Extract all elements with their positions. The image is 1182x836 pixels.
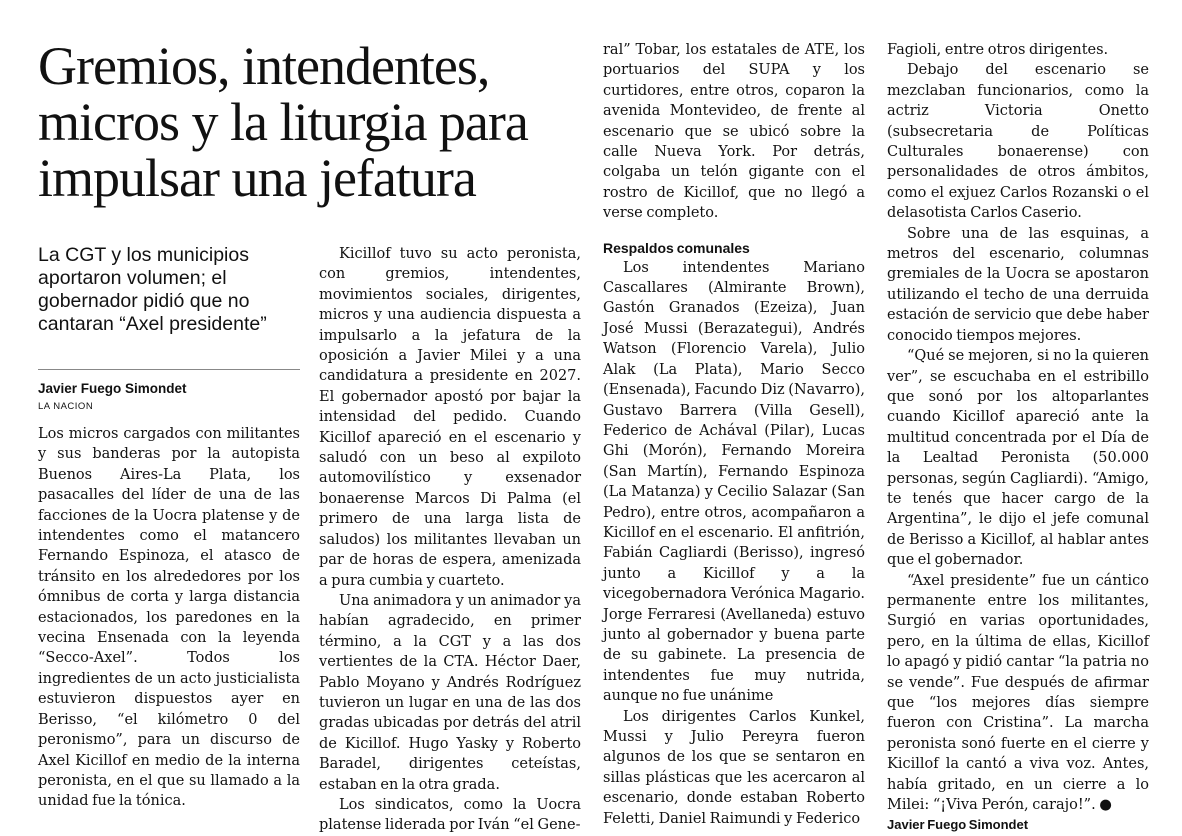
paragraph: “Qué se mejoren, si no la quieren ver”, se escuchaba en el estribillo que sonó por los altoparlantes cuando Kicillof apareció ante la multitud concentrada por el Día de la Lealtad Peronista (50.000 personas, según Cagliardi). “Amigo, te tenés que hacer cargo de la Argentina”, le dijo el jefe comunal de Berisso a Kicillof, al hablar antes que el gobernador. [887,348,1149,569]
agency-label: LA NACION [38,401,94,412]
divider [38,369,300,370]
subheading: Respaldos comunales [603,239,750,256]
paragraph: Los intendentes Mariano Cascallares (Almirante Brown), Gastón Granados (Ezeiza), Juan José Mussi (Berazategui), Andrés Watson (Florencio Varela), Julio Alak (La Plata), Mario Secco (Ensenada), Facundo Diz (Navarro), Gustavo Barrera (Villa Gesell), Federico de Achával (Pilar), Lucas Ghi (Morón), Fernando Moreira (San Martín), Fernando Espinoza (La Matanza) y Cecilio Salazar (San Pedro), entre otros, acompañaron a Kicillof en el escenario. El anfitrión, Fabián Cagliardi (Berisso), ingresó junto a Kicillof y a la vicegobernadora Verónica Magario. Jorge Ferraresi (Avellaneda) estuvo junto al gobernador y buena parte de su gabinete. La presencia de intendentes fue muy nutrida, aunque no fue unánime [603,259,865,705]
paragraph: Kicillof tuvo su acto peronista, con gremios, intendentes, movimientos sociales, dirigentes, micros y una audiencia dispuesta a impulsarlo a la jefatura de la oposición a Javier Milei y a una candidatura a presidente en 2027. El gobernador apostó por bajar la intensidad del pedido. Cuando Kicillof apareció en el escenario y saludó con un beso al expiloto automovilístico y exsenador bonaerense Marcos Di Palma (el primero de una larga lista de saludos) los militantes llevaban un par de horas de espera, amenizada a pura cumbia y cuarteto. [319,246,581,589]
paragraph: Los sindicatos, como la Uocra platense liderada por Iván “el Gene- [319,796,581,834]
paragraph: Los dirigentes Carlos Kunkel, Mussi y Julio Pereyra fueron algunos de los que se sentaron en sillas plásticas que les acercaron al escenario, donde estaban Roberto Feletti, Daniel Raimundi y Federico [603,708,865,827]
author-byline: Javier Fuego Simondet [38,381,187,396]
paragraph: “Axel presidente” fue un cántico permanente entre los militantes, Surgió en varias oportunidades, pero, en la última de ellas, Kicillof lo apagó y pidió cantar “la patria no se vende”. Fue después de afirmar que “los mejores días siempre fueron con Cristina”. La marcha peronista sonó fuerte en el cierre y Kicillof la cantó a viva voz. Antes, había gritado, en un cierre a lo Milei: “¡Viva Perón, carajo!”. ● [887,572,1149,814]
paragraph: Debajo del escenario se mezclaban funcionarios, como la actriz Victoria Onetto (subsecretaria de Políticas Culturales bonaerense) con personalidades de otros ámbitos, como el exjuez Carlos Rozanski o el delasotista Carlos Caserio. [887,62,1149,222]
paragraph: Fagioli, entre otros dirigentes. [887,42,1109,58]
column-3 [603,40,865,829]
signature: Javier Fuego Simondet [887,817,1029,833]
paragraph: Los micros cargados con militantes y sus banderas por la autopista Buenos Aires-La Plata, los pasacalles del líder de una de las facciones de la Uocra platense y de intendentes como el matancero Fernando Espinoza, el atasco de tránsito en los alrededores por los ómnibus de corta y larga distancia estacionados, los paredones en la vecina Ensenada con la leyenda “Secco-Axel”. Todos los ingredientes de un acto justicialista estuvieron dispuestos ayer en Berisso, “el kilómetro 0 del peronismo”, para un discurso de Axel Kicillof en medio de la interna peronista, en el que su llamado a la unidad fue la tónica. [38,426,300,810]
paragraph: Sobre una de las esquinas, a metros del escenario, columnas gremiales de la Uocra se apostaron utilizando el techo de una derruida estación de servicio que debe haber conocido tiempos mejores. [887,225,1149,344]
column-2 [319,244,581,836]
column-4 [887,40,1149,836]
column-1 [38,424,300,812]
paragraph: ral” Tobar, los estatales de ATE, los portuarios del SUPA y los curtidores, entre otros, coparon la avenida Montevideo, de frente al escenario que se ubicó sobre la calle Nueva York. Por detrás, colgaba un telón gigante con el rostro de Kicillof, que no llegó a verse completo. [603,42,865,222]
paragraph: Una animadora y un animador ya habían agradecido, en primer término, a la CGT y a las dos vertientes de la CTA. Héctor Daer, Pablo Moyano y Andrés Rodríguez tuvieron un lugar en una de las dos gradas ubicadas por detrás del atril de Kicillof. Hugo Yasky y Roberto Baradel, dirigentes ceteístas, estaban en la otra grada. [319,592,581,793]
headline: Gremios, intendentes, micros y la liturgia para impulsar una jefatura [38,36,528,208]
deck: La CGT y los municipios aportaron volumen; el gobernador pidió que no cantaran “Axel presidente” [38,244,267,335]
